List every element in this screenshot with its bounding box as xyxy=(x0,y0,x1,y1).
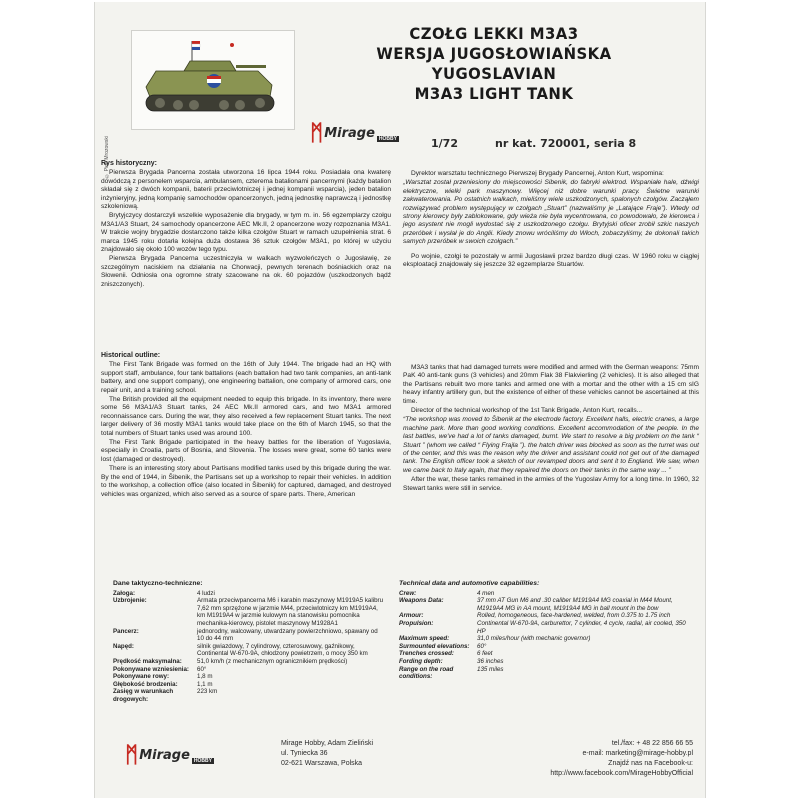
english-history-right xyxy=(403,364,699,494)
spec-row xyxy=(399,658,695,666)
polish-paragraph: Pierwsza Brygada Pancerna została utworzona 16 lipca 1944 roku. Posiadała ona kwaterę dowódczą z personelem wsparcia, ambulansem, czterema batalionami pancernymi (każdy batalion składał się z dwóch kompanii, baterii przeciwlotniczej i jednej kompanii wsparcia), jeden batalion inżynieryjny, jedną kompanię samochodów opancerzonych, jedną jednostkę naprawczą i jednostkę szkoleniową. xyxy=(101,169,391,211)
english-after: After the war, these tanks remained in the armies of the Yugoslav Army for a long time. In 1960, 32 Stewart tanks were still in service. xyxy=(403,476,699,492)
spec-value: 135 miles xyxy=(477,665,504,673)
english-paragraph: Director of the technical workshop of the 1st Tank Brigade, Anton Kurt, recalls... xyxy=(411,407,643,415)
specs-polish-heading: Dane taktyczno-techniczne: xyxy=(113,580,203,587)
spec-value: Continental W-670-9A, carburettor, 7 cylinder, 4 cycle, radial, air cooled, 350 HP xyxy=(477,619,686,635)
polish-history-left xyxy=(101,160,391,290)
spec-key: Trenches crossed: xyxy=(399,650,454,658)
english-paragraph: The British provided all the equipment needed to equip this brigade. In its inventory, there were some 56 M3A1/A3 Stuart tanks, 24 AEC Mk.II armored cars, and two M3A1 armored reconnaissance cars. During the war, they also received a few replacement Stuart tanks. The next larger delivery of 36 mostly M3A1 tanks would take place on the 6th of March 1945, so that the total numbers of Stuart tanks used was around 100. xyxy=(101,396,391,437)
phone: tel./fax: + 48 22 856 66 55 xyxy=(611,740,693,747)
footer-brand-name: Mirage xyxy=(139,747,190,763)
spec-row xyxy=(399,635,695,643)
spec-key: Pancerz: xyxy=(113,627,139,635)
tank-drawing xyxy=(132,31,296,131)
company-name: Mirage Hobby, Adam Zieliński xyxy=(281,740,374,747)
footer-address xyxy=(281,739,373,769)
spec-value: silnik gwiazdowy, 7 cylindrowy, czterosuwowy, gaźnikowy, Continental W-670-9A, chłodzony powietrzem, o mocy 350 km xyxy=(197,642,368,658)
spec-key: Propulsion: xyxy=(399,619,434,627)
email-link[interactable]: e-mail: marketing@mirage-hobby.pl xyxy=(582,750,693,757)
spec-row xyxy=(399,666,695,681)
spec-key: Głębokość brodzenia: xyxy=(113,680,178,688)
spec-key: Armour: xyxy=(399,612,424,620)
spec-value: jednorodny, walcowany, utwardzany powierzchniowo, spawany od 10 do 44 mm xyxy=(197,627,378,643)
brand-logo xyxy=(310,122,399,144)
spec-row xyxy=(113,688,385,703)
spec-value: 51,0 km/h (z mechanicznym ogranicznikiem prędkości) xyxy=(197,657,348,665)
spec-row xyxy=(399,590,695,598)
spec-row xyxy=(113,666,385,674)
english-heading: Historical outline: xyxy=(101,352,161,359)
english-paragraph: There is an interesting story about Partisans modified tanks used by this brigade during the war. By the end of 1944, in Šibenik, the Partisans set up a workshop to repair their vehicles. In addition to the workshop, a collection office (also located in Šibenik) for captured, damaged, and destroyed vehicles was organized, which also served as a source of spare parts. There, American xyxy=(101,465,391,498)
english-history-left xyxy=(101,352,391,500)
spec-row xyxy=(399,597,695,612)
spec-key: Załoga: xyxy=(113,589,136,597)
spec-row xyxy=(113,597,385,627)
spec-value: 6 feet xyxy=(477,650,493,658)
english-paragraph: The First Tank Brigade participated in the heavy battles for the liberation of Yugoslavia, especially in Croatia, parts of Bosnia, and Slovenia. The losses were great, some 60 tanks were lost (damaged or destroyed). xyxy=(101,439,391,463)
spec-key: Uzbrojenie: xyxy=(113,597,147,605)
spec-value: 1,1 m xyxy=(197,680,213,688)
spec-row xyxy=(113,590,385,598)
spec-value: 60° xyxy=(197,665,207,673)
page-title xyxy=(313,24,676,104)
facebook-link[interactable]: http://www.facebook.com/MirageHobbyOfficial xyxy=(550,770,693,777)
english-paragraph: The First Tank Brigade was formed on the 16th of July 1944. The brigade had an HQ with support staff, ambulance, four tank battalions (each battalion had two tank companies, an anti-tank battery, and one support company), one engineering battalion, one company of armored cars, one repair unit, and a training school. xyxy=(101,361,391,394)
spec-key: Pokonywane wzniesienia: xyxy=(113,665,189,673)
spec-row xyxy=(113,658,385,666)
spec-key: Surmounted elevations: xyxy=(399,642,470,650)
spec-value: 1,8 m xyxy=(197,673,213,681)
title-line-2: WERSJA JUGOSŁOWIAŃSKA xyxy=(376,44,612,63)
title-line-1: CZOŁG LEKKI M3A3 xyxy=(409,24,579,43)
spec-row xyxy=(113,628,385,643)
spec-key: Napęd: xyxy=(113,642,134,650)
specs-english xyxy=(399,580,695,681)
spec-row xyxy=(399,650,695,658)
tank-illustration xyxy=(131,30,295,130)
spec-key: Crew: xyxy=(399,589,417,597)
spec-key: Weapons Data: xyxy=(399,597,444,605)
street: ul. Tyniecka 36 xyxy=(281,750,328,757)
spec-value: 37 mm AT Gun M6 and .30 caliber M1919A4 MG coaxial in M44 Mount, M1919A4 MG in AA mount, M1919A4 MG in ball mount in the bow xyxy=(477,597,673,612)
facebook-label: Znajdź nas na Facebook-u: xyxy=(608,760,693,767)
spec-value: Armata przeciwpancerna M6 i karabin maszynowy M1919A5 kalibru 7,62 mm sprzężone w jarzmie M44, przeciwlotniczy km M1919A4, km M1919A4 w jarzmie kulowym na stanowisku pomocnika mechanika-kierowcy, pistolet maszynowy M1928A1 xyxy=(197,597,384,627)
spec-value: 4 men xyxy=(477,589,495,597)
polish-intro: Dyrektor warsztatu technicznego Pierwszej Brygady Pancernej, Anton Kurt, wspomina: xyxy=(411,170,664,177)
spec-row xyxy=(399,612,695,620)
title-line-4: M3A3 LIGHT TANK xyxy=(414,84,574,103)
specs-polish xyxy=(113,580,385,704)
spec-key: Zasięg w warunkach drogowych: xyxy=(113,688,174,703)
footer-contact xyxy=(453,739,693,779)
footer-logo xyxy=(125,744,214,766)
spec-key: Range on the road conditions: xyxy=(399,665,454,681)
polish-history-right xyxy=(403,170,699,270)
english-paragraph: M3A3 tanks that had damaged turrets were modified and armed with the German weapons: 75mm PaK 40 anti-tank guns (3 vehicles) and 20mm Flak 38 Flakvierling (2 vehicles). It is also alleged that the Partisans rebuilt two more tanks and armed one with a mortar and the other with a 15 cm sIG heavy infantry artillery gun, but the existence of either of these vehicles cannot be ascertained at this time. xyxy=(403,364,699,405)
spec-value: 4 ludzi xyxy=(197,589,215,597)
brand-sub: HOBBY xyxy=(378,136,397,142)
polish-quote: „Warsztat został przeniesiony do miejscowości Sibenik, do fabryki elektrod. Wspaniałe hale, dźwigi elektryczne, wielki park maszynowy. Więcej niż dobre warunki pracy. Świetne warunki zakwaterowania. Po ostatnich walkach, mieliśmy wiele uszkodzonych, spalonych czołgów. Zacząłem rozwiązywać problem występujący w czołgach „Stuart” (nazwaliśmy je „Latające Fraje”). Wtedy od strony kierowcy były zablokowane, gdy wieża nie była wycentrowana, co powodowało, że kierowca i jego asystent nie mogli wydostać się z uszkodzonego czołgu. Brytyjski oficer zrobił szkic naszych przeróbek i wysłał je do Anglii. Kiedy znowu wróciliśmy do Włoch, zobaczyliśmy, że dokonali takich samych przeróbek w swoich czołgach.” xyxy=(403,179,699,246)
brand-mark-icon: ᛗ xyxy=(310,120,324,146)
english-quote: “The workshop was moved to Šibenik at the electrode factory. Excellent halls, electric cranes, a large machine park. More than good working conditions. Excellent accommodation of the people. In the last battles, we've had a lot of tanks damaged, burnt. We start to resolve a big problem on the tank “ Stuart ” (whom we called “ Flying Frajla ”). the hatch driver was blocked as soon as the turret was out of the center, and this was the reason why the driver and assistant could not get out of the damaged tank. The English officer took a sketch of our revamped doors and sent it to England. We saw, when we came back to Italy again, that they repaired the doors on their tanks in the same way ... ” xyxy=(403,416,699,474)
spec-key: Pokonywane rowy: xyxy=(113,673,170,681)
spec-value: 31,0 miles/hour (with mechanic governor) xyxy=(477,635,591,643)
polish-after: Po wojnie, czołgi te pozostały w armii Jugosławii przez bardzo długi czas. W 1960 roku w ciągłej eksploatacji znajdowały się jeszcze 32 egzemplarze Stuartów. xyxy=(403,252,699,269)
image-credit: © Piotr Mrozowski xyxy=(104,136,110,179)
spec-key: Fording depth: xyxy=(399,657,443,665)
spec-row xyxy=(113,643,385,658)
footer-brand-sub: HOBBY xyxy=(193,758,212,764)
instruction-sheet xyxy=(94,2,706,798)
spec-row xyxy=(399,620,695,635)
brand-name: Mirage xyxy=(324,125,375,141)
spec-value: Rolled, homogeneous, face-hardened, welded, from 0.375 to 1.75 inch xyxy=(477,612,671,620)
title-line-3: YUGOSLAVIAN xyxy=(431,64,557,83)
spec-value: 223 km xyxy=(197,688,218,696)
polish-heading: Rys historyczny: xyxy=(101,160,158,167)
spec-value: 60° xyxy=(477,642,487,650)
spec-value: 36 inches xyxy=(477,657,504,665)
scale-label: 1/72 xyxy=(431,137,458,150)
spec-row xyxy=(399,643,695,651)
specs-english-heading: Technical data and automotive capabilities: xyxy=(399,580,540,587)
polish-paragraph: Brytyjczycy dostarczyli wszelkie wyposażenie dla brygady, w tym m. in. 56 egzemplarzy czołgu M3A1/A3 Stuart, 24 samochody opancerzone AEC Mk.II, 2 opancerzone wozy rozpoznania M3A1. W trakcie wojny brygadzie dostarczono także kilka czołgów Stuart w ramach uzupełnienia strat. 6 marca 1945 roku dotarła kolejna duża dostawa 36 sztuk czołgów M3A1, po której w użyciu znajdowało się około 100 wozów tego typu. xyxy=(101,212,391,254)
spec-row xyxy=(113,681,385,689)
polish-paragraph: Pierwsza Brygada Pancerna uczestniczyła w walkach wyzwoleńczych o Jugosławię, ze szczególnym naciskiem na działania na Chorwacji, pewnych terenach bośniackich oraz na Słowenii. Odniosła ona ogromne straty szacowane na ok. 60 pojazdów (uszkodzonych bądź zniszczonych). xyxy=(101,255,391,288)
brand-mark-icon: ᛗ xyxy=(125,742,139,768)
catalog-number: nr kat. 720001, seria 8 xyxy=(495,137,637,150)
spec-key: Prędkość maksymalna: xyxy=(113,657,182,665)
city: 02-621 Warszawa, Polska xyxy=(281,760,363,767)
spec-row xyxy=(113,673,385,681)
spec-key: Maximum speed: xyxy=(399,635,450,643)
